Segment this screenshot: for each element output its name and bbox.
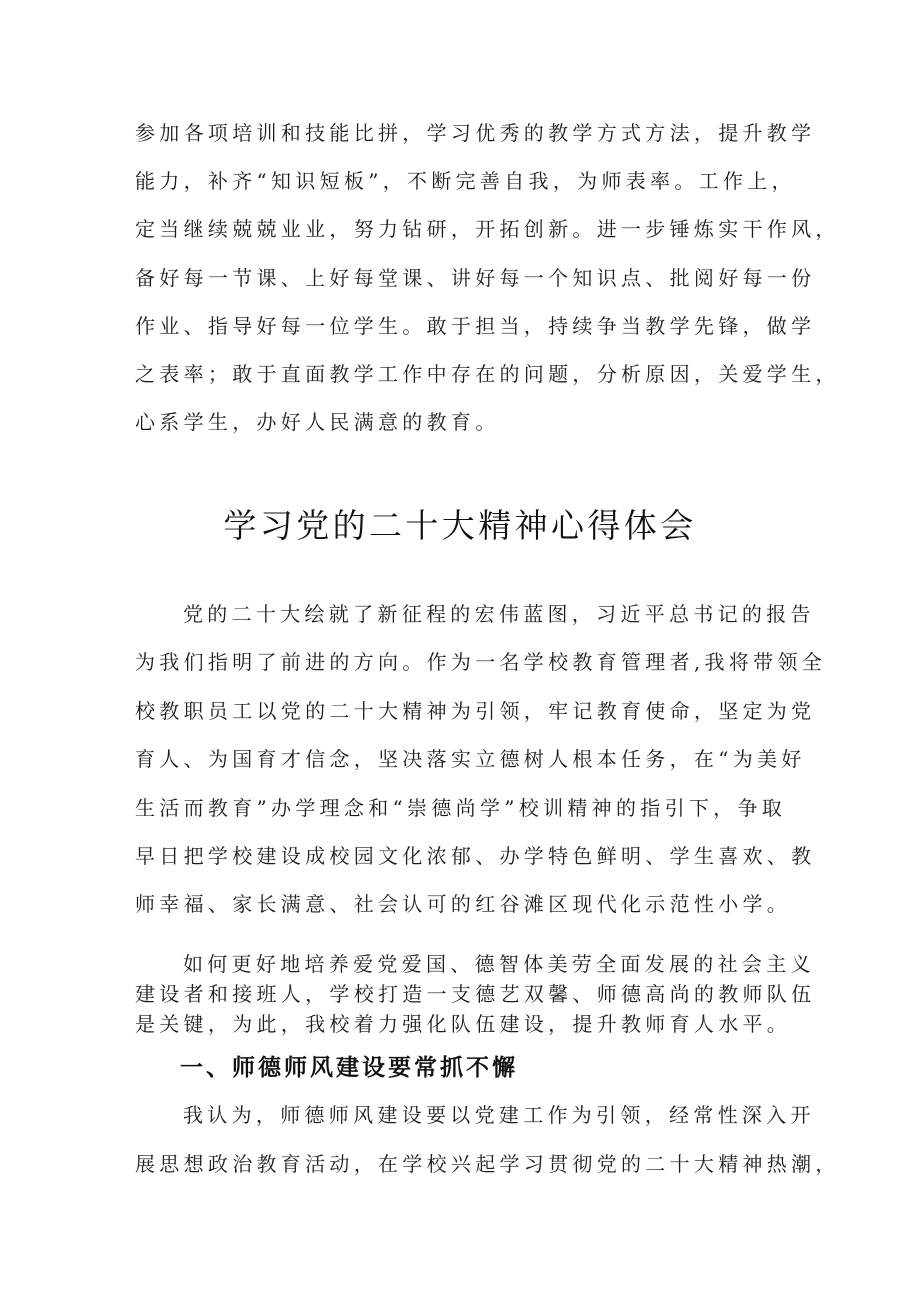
paragraph-line: 育人、为国育才信念，坚决落实立德树人根本任务，在“为美好 bbox=[135, 747, 806, 771]
paragraph-line: 之表率；敢于直面教学工作中存在的问题，分析原因，关爱学生， bbox=[135, 362, 840, 386]
paragraph-line: 师幸福、家长满意、社会认可的红谷滩区现代化示范性小学。 bbox=[135, 892, 792, 916]
paragraph-line: 校教职员工以党的二十大精神为引领，牢记教育使命，坚定为党 bbox=[135, 699, 816, 723]
document-title: 学习党的二十大精神心得体会 bbox=[223, 506, 697, 545]
paragraph-line: 党的二十大绘就了新征程的宏伟蓝图，习近平总书记的报告 bbox=[183, 602, 815, 626]
paragraph-line: 如何更好地培养爱党爱国、德智体美劳全面发展的社会主义 bbox=[183, 952, 815, 976]
paragraph-line: 心系学生，办好人民满意的教育。 bbox=[135, 410, 500, 434]
paragraph-line: 作业、指导好每一位学生。敢于担当，持续争当教学先锋，做学 bbox=[135, 314, 816, 338]
section-heading: 一、师德师风建设要常抓不懈 bbox=[180, 1055, 518, 1081]
paragraph-line: 早日把学校建设成校园文化浓郁、办学特色鲜明、学生喜欢、教 bbox=[135, 844, 816, 868]
paragraph-line: 我认为，师德师风建设要以党建工作为引领，经常性深入开 bbox=[183, 1103, 815, 1127]
paragraph-line: 是关键，为此，我校着力强化队伍建设，提升教师育人水平。 bbox=[135, 1012, 792, 1036]
paragraph-line: 生活而教育”办学理念和“崇德尚学”校训精神的指引下，争取 bbox=[135, 796, 787, 820]
paragraph-line: 参加各项培训和技能比拼，学习优秀的教学方式方法，提升教学 bbox=[135, 121, 816, 145]
paragraph-line: 为我们指明了前进的方向。作为一名学校教育管理者,我将带领全 bbox=[135, 650, 827, 674]
paragraph-line: 定当继续兢兢业业，努力钻研，开拓创新。进一步锤炼实干作风， bbox=[135, 217, 840, 241]
paragraph-line: 能力，补齐“知识短板”，不断完善自我，为师表率。工作上， bbox=[135, 169, 796, 193]
paragraph-line: 建设者和接班人，学校打造一支德艺双馨、师德高尚的教师队伍 bbox=[135, 982, 816, 1006]
paragraph-line: 展思想政治教育活动，在学校兴起学习贯彻党的二十大精神热潮， bbox=[135, 1152, 840, 1176]
paragraph-line: 备好每一节课、上好每堂课、讲好每一个知识点、批阅好每一份 bbox=[135, 266, 816, 290]
